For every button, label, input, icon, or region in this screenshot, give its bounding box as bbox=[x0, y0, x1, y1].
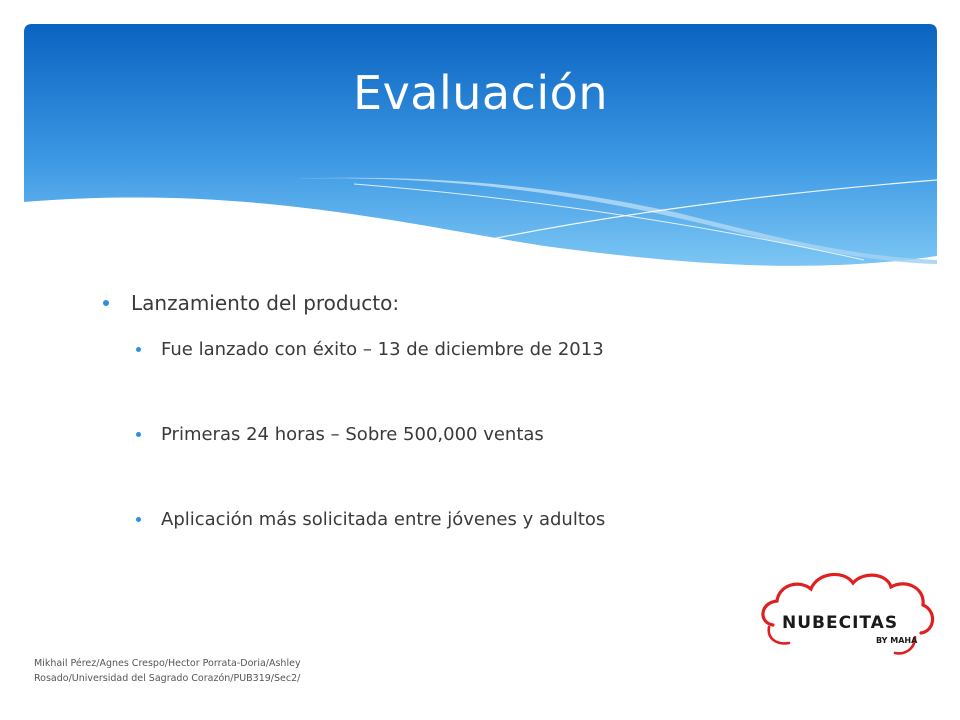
bullet-dot-icon bbox=[103, 300, 109, 306]
bullet-dot-icon bbox=[136, 347, 141, 352]
sub-bullet-text: Fue lanzado con éxito – 13 de diciembre de 2013 bbox=[161, 339, 604, 360]
logo-name: NUBECITAS bbox=[782, 613, 899, 633]
footer-line: Rosado/Universidad del Sagrado Corazón/PUB319/Sec2/ bbox=[34, 673, 301, 684]
nubecitas-logo bbox=[755, 565, 940, 665]
slide-footer bbox=[34, 656, 374, 686]
sub-bullet-item bbox=[100, 421, 880, 449]
sub-bullet-item bbox=[100, 336, 880, 364]
header-wave-graphic bbox=[24, 24, 937, 274]
logo-tagline: BY MAHA bbox=[876, 636, 918, 645]
sub-bullet-item bbox=[100, 506, 880, 534]
slide-title: Evaluación bbox=[353, 66, 608, 120]
bullet-dot-icon bbox=[136, 517, 141, 522]
slide-body bbox=[100, 288, 880, 534]
bullet-dot-icon bbox=[136, 432, 141, 437]
bullet-item bbox=[100, 288, 880, 322]
bullet-text: Lanzamiento del producto: bbox=[131, 291, 400, 315]
sub-bullet-text: Aplicación más solicitada entre jóvenes y adultos bbox=[161, 509, 606, 530]
header-banner bbox=[24, 24, 937, 274]
sub-bullet-text: Primeras 24 horas – Sobre 500,000 ventas bbox=[161, 424, 544, 445]
footer-line: Mikhail Pérez/Agnes Crespo/Hector Porrata-Doria/Ashley bbox=[34, 658, 301, 669]
